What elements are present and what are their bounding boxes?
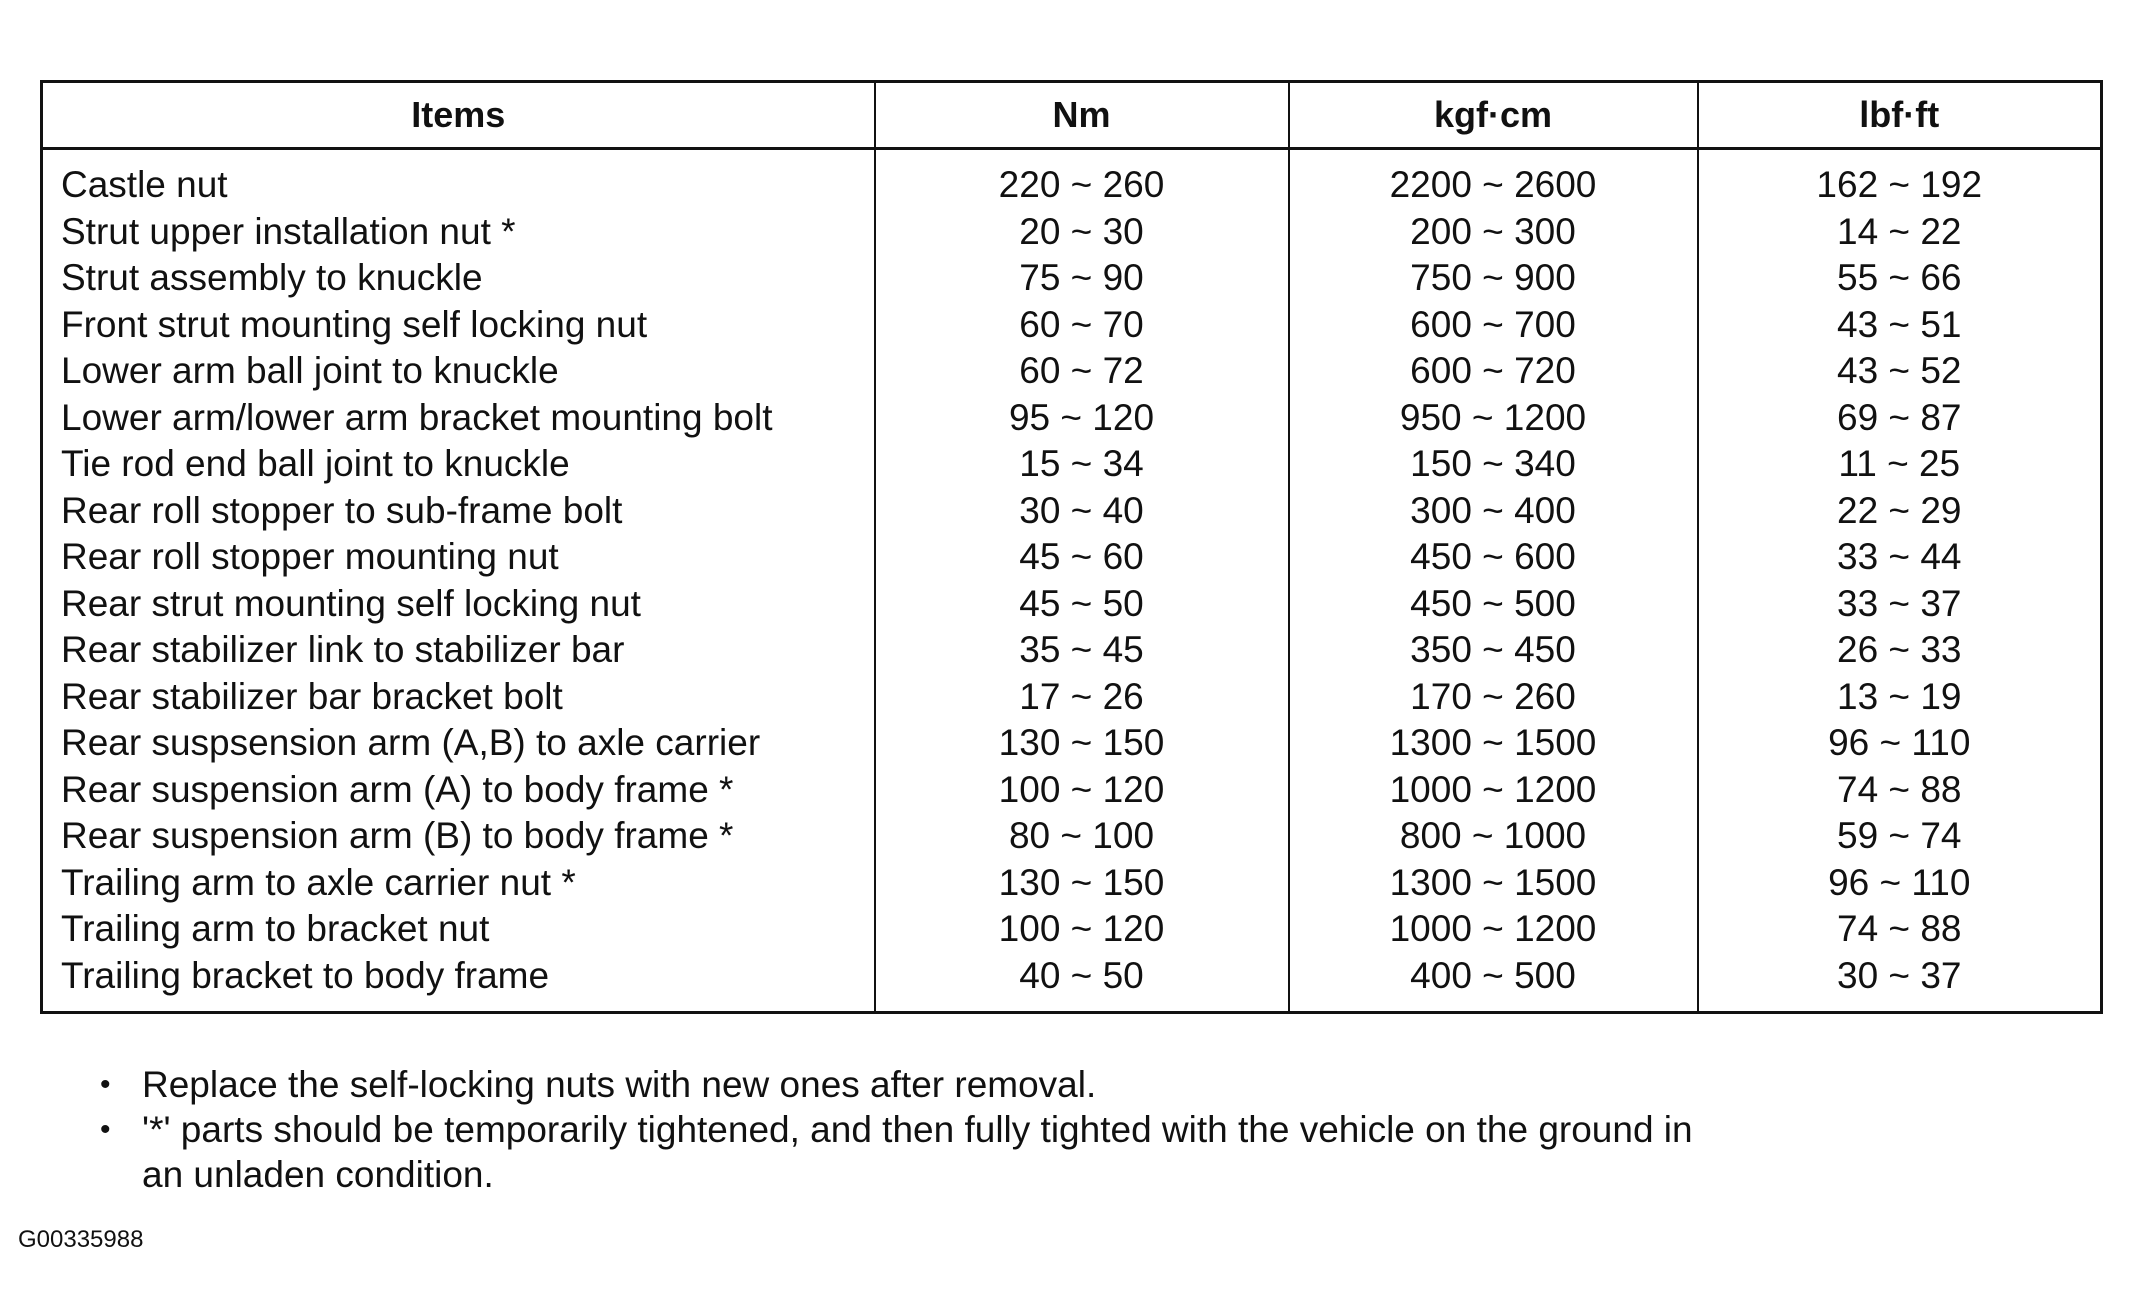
kgf-cm-cell: 950 ~ 1200	[1289, 395, 1698, 442]
item-cell: Lower arm ball joint to knuckle	[61, 350, 559, 392]
lbf-ft-cell: 33 ~ 44	[1698, 534, 2102, 581]
header-nm: Nm	[875, 82, 1289, 149]
item-cell: Rear roll stopper to sub-frame bolt	[61, 489, 623, 531]
nm-cell: 100 ~ 120	[875, 767, 1289, 814]
kgf-cm-cell: 450 ~ 500	[1289, 581, 1698, 628]
table-row	[42, 395, 2102, 442]
nm-cell: 35 ~ 45	[875, 627, 1289, 674]
bullet-icon: •	[100, 1113, 111, 1146]
table-row	[42, 302, 2102, 349]
kgf-cm-cell: 1300 ~ 1500	[1289, 720, 1698, 767]
note-text: Replace the self-locking nuts with new ones after removal.	[142, 1064, 1097, 1105]
kgf-cm-cell: 200 ~ 300	[1289, 209, 1698, 256]
nm-cell: 130 ~ 150	[875, 720, 1289, 767]
note-item	[100, 1062, 1700, 1107]
lbf-ft-cell: 74 ~ 88	[1698, 906, 2102, 953]
table-row	[42, 209, 2102, 256]
item-cell: Lower arm/lower arm bracket mounting bolt	[61, 396, 773, 438]
lbf-ft-cell: 33 ~ 37	[1698, 581, 2102, 628]
lbf-ft-cell: 162 ~ 192	[1698, 149, 2102, 209]
figure-code: G00335988	[18, 1226, 144, 1253]
kgf-cm-cell: 750 ~ 900	[1289, 255, 1698, 302]
table-row	[42, 255, 2102, 302]
lbf-ft-cell: 43 ~ 52	[1698, 348, 2102, 395]
header-items: Items	[42, 82, 875, 149]
item-cell: Trailing bracket to body frame	[61, 954, 550, 996]
kgf-cm-cell: 600 ~ 720	[1289, 348, 1698, 395]
note-item	[100, 1107, 1700, 1197]
kgf-cm-cell: 800 ~ 1000	[1289, 813, 1698, 860]
kgf-cm-cell: 2200 ~ 2600	[1289, 149, 1698, 209]
table-row	[42, 906, 2102, 953]
kgf-cm-cell: 1000 ~ 1200	[1289, 906, 1698, 953]
nm-cell: 60 ~ 72	[875, 348, 1289, 395]
kgf-cm-cell: 400 ~ 500	[1289, 953, 1698, 1013]
table-row	[42, 581, 2102, 628]
lbf-ft-cell: 14 ~ 22	[1698, 209, 2102, 256]
lbf-ft-cell: 43 ~ 51	[1698, 302, 2102, 349]
item-cell: Castle nut	[61, 164, 228, 206]
table-row	[42, 767, 2102, 814]
item-cell: Rear roll stopper mounting nut	[61, 536, 559, 578]
kgf-cm-cell: 150 ~ 340	[1289, 441, 1698, 488]
nm-cell: 100 ~ 120	[875, 906, 1289, 953]
nm-cell: 60 ~ 70	[875, 302, 1289, 349]
table-row	[42, 674, 2102, 721]
table-body	[42, 149, 2102, 1013]
kgf-cm-cell: 1000 ~ 1200	[1289, 767, 1698, 814]
item-cell: Strut upper installation nut *	[61, 210, 516, 252]
kgf-cm-cell: 600 ~ 700	[1289, 302, 1698, 349]
bullet-icon: •	[100, 1068, 111, 1101]
item-cell: Front strut mounting self locking nut	[61, 303, 648, 345]
nm-cell: 75 ~ 90	[875, 255, 1289, 302]
lbf-ft-cell: 26 ~ 33	[1698, 627, 2102, 674]
item-cell: Rear suspension arm (B) to body frame *	[61, 815, 734, 857]
notes-list	[100, 1062, 1700, 1197]
item-cell: Rear stabilizer link to stabilizer bar	[61, 629, 625, 671]
table-row	[42, 488, 2102, 535]
item-cell: Strut assembly to knuckle	[61, 257, 483, 299]
lbf-ft-cell: 22 ~ 29	[1698, 488, 2102, 535]
nm-cell: 80 ~ 100	[875, 813, 1289, 860]
kgf-cm-cell: 450 ~ 600	[1289, 534, 1698, 581]
table-row	[42, 860, 2102, 907]
lbf-ft-cell: 74 ~ 88	[1698, 767, 2102, 814]
lbf-ft-cell: 96 ~ 110	[1698, 860, 2102, 907]
nm-cell: 30 ~ 40	[875, 488, 1289, 535]
nm-cell: 95 ~ 120	[875, 395, 1289, 442]
item-cell: Rear strut mounting self locking nut	[61, 582, 641, 624]
lbf-ft-cell: 59 ~ 74	[1698, 813, 2102, 860]
nm-cell: 45 ~ 60	[875, 534, 1289, 581]
kgf-cm-cell: 300 ~ 400	[1289, 488, 1698, 535]
nm-cell: 45 ~ 50	[875, 581, 1289, 628]
lbf-ft-cell: 13 ~ 19	[1698, 674, 2102, 721]
nm-cell: 15 ~ 34	[875, 441, 1289, 488]
table-row	[42, 953, 2102, 1013]
lbf-ft-cell: 96 ~ 110	[1698, 720, 2102, 767]
kgf-cm-cell: 170 ~ 260	[1289, 674, 1698, 721]
item-cell: Rear suspension arm (A) to body frame *	[61, 768, 734, 810]
nm-cell: 20 ~ 30	[875, 209, 1289, 256]
table-row	[42, 348, 2102, 395]
torque-spec-table	[40, 80, 2103, 1014]
nm-cell: 40 ~ 50	[875, 953, 1289, 1013]
table-row	[42, 149, 2102, 209]
table-row	[42, 720, 2102, 767]
lbf-ft-cell: 69 ~ 87	[1698, 395, 2102, 442]
item-cell: Rear suspsension arm (A,B) to axle carrier	[61, 722, 761, 764]
table-row	[42, 813, 2102, 860]
lbf-ft-cell: 30 ~ 37	[1698, 953, 2102, 1013]
header-kgf-cm: kgf·cm	[1289, 82, 1698, 149]
header-lbf-ft: lbf·ft	[1698, 82, 2102, 149]
nm-cell: 17 ~ 26	[875, 674, 1289, 721]
note-text: '*' parts should be temporarily tightened, and then fully tighted with the vehicle on the ground in an unladen condition.	[142, 1109, 1693, 1195]
nm-cell: 130 ~ 150	[875, 860, 1289, 907]
item-cell: Trailing arm to axle carrier nut *	[61, 861, 576, 903]
table-row	[42, 534, 2102, 581]
nm-cell: 220 ~ 260	[875, 149, 1289, 209]
item-cell: Trailing arm to bracket nut	[61, 908, 490, 950]
lbf-ft-cell: 11 ~ 25	[1698, 441, 2102, 488]
kgf-cm-cell: 350 ~ 450	[1289, 627, 1698, 674]
table-header-row	[42, 82, 2102, 149]
lbf-ft-cell: 55 ~ 66	[1698, 255, 2102, 302]
table-row	[42, 627, 2102, 674]
item-cell: Tie rod end ball joint to knuckle	[61, 443, 570, 485]
kgf-cm-cell: 1300 ~ 1500	[1289, 860, 1698, 907]
item-cell: Rear stabilizer bar bracket bolt	[61, 675, 563, 717]
table-row	[42, 441, 2102, 488]
